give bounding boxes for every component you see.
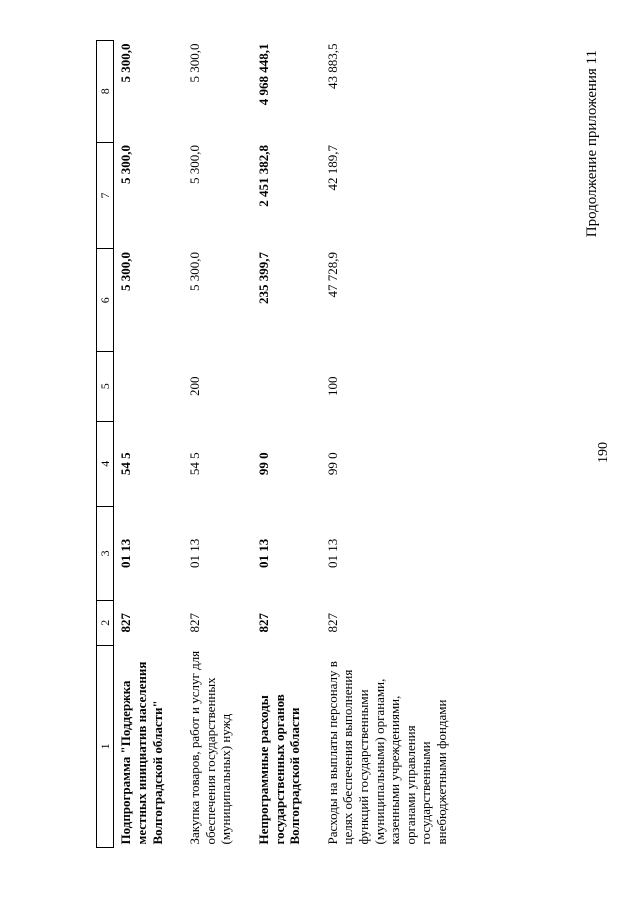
table-row <box>183 41 252 848</box>
row-ministry: 827 <box>324 612 340 633</box>
row-amount-col6: 47 728,9 <box>324 252 340 298</box>
column-header-2: 2 <box>97 600 114 645</box>
row-amount-col7: 42 189,7 <box>324 145 340 191</box>
page-number: 190 <box>596 442 611 463</box>
table-row <box>252 41 321 848</box>
row-ministry: 827 <box>118 612 134 633</box>
row-target: 99 0 <box>255 452 271 476</box>
row-amount-col8: 5 300,0 <box>118 43 134 83</box>
row-section: 01 13 <box>255 538 271 568</box>
row-target: 99 0 <box>324 452 340 476</box>
row-ministry: 827 <box>187 612 203 633</box>
row-amount-col6: 5 300,0 <box>118 252 134 291</box>
row-name: Непрограммные расходы государственных органов Волгоградской области <box>255 694 303 845</box>
row-expense-type: 200 <box>187 376 203 396</box>
row-target: 54 5 <box>118 452 134 476</box>
row-amount-col7: 5 300,0 <box>118 145 134 185</box>
column-header-6: 6 <box>97 249 114 351</box>
row-amount-col7: 5 300,0 <box>187 145 203 185</box>
row-amount-col8: 4 968 448,1 <box>255 43 271 106</box>
column-header-7: 7 <box>97 142 114 249</box>
row-name: Закупка товаров, работ и услуг для обеспечения государственных (муниципальных) нужд <box>187 650 234 845</box>
table-row <box>321 41 468 848</box>
table-row <box>114 41 183 848</box>
row-expense-type <box>252 351 321 421</box>
column-header-3: 3 <box>97 507 114 601</box>
row-section: 01 13 <box>187 538 203 568</box>
row-section: 01 13 <box>324 538 340 568</box>
table-header-row <box>97 41 114 848</box>
row-expense-type <box>114 351 183 421</box>
column-header-1: 1 <box>97 645 114 847</box>
row-expense-type: 100 <box>324 376 340 396</box>
row-amount-col8: 5 300,0 <box>187 43 203 83</box>
row-amount-col6: 235 399,7 <box>255 252 271 304</box>
row-name: Расходы на выплаты персоналу в целях обеспечения выполнения функций государственными (муниципальными) органами, казенными учреждениями, органами управления государственными внебюджетными фондами <box>324 661 449 845</box>
budget-table <box>96 40 467 848</box>
continuation-label: Продолжение приложения 11 <box>584 50 600 238</box>
row-section: 01 13 <box>118 538 134 568</box>
column-header-5: 5 <box>97 351 114 421</box>
row-target: 54 5 <box>187 452 203 476</box>
row-amount-col6: 5 300,0 <box>187 252 203 291</box>
row-amount-col8: 43 883,5 <box>324 43 340 89</box>
row-name: Подпрограмма "Поддержка местных инициатив населения Волгоградской области" <box>118 661 165 845</box>
row-ministry: 827 <box>255 612 271 633</box>
column-header-4: 4 <box>97 421 114 506</box>
row-amount-col7: 2 451 382,8 <box>255 145 271 207</box>
column-header-8: 8 <box>97 41 114 143</box>
